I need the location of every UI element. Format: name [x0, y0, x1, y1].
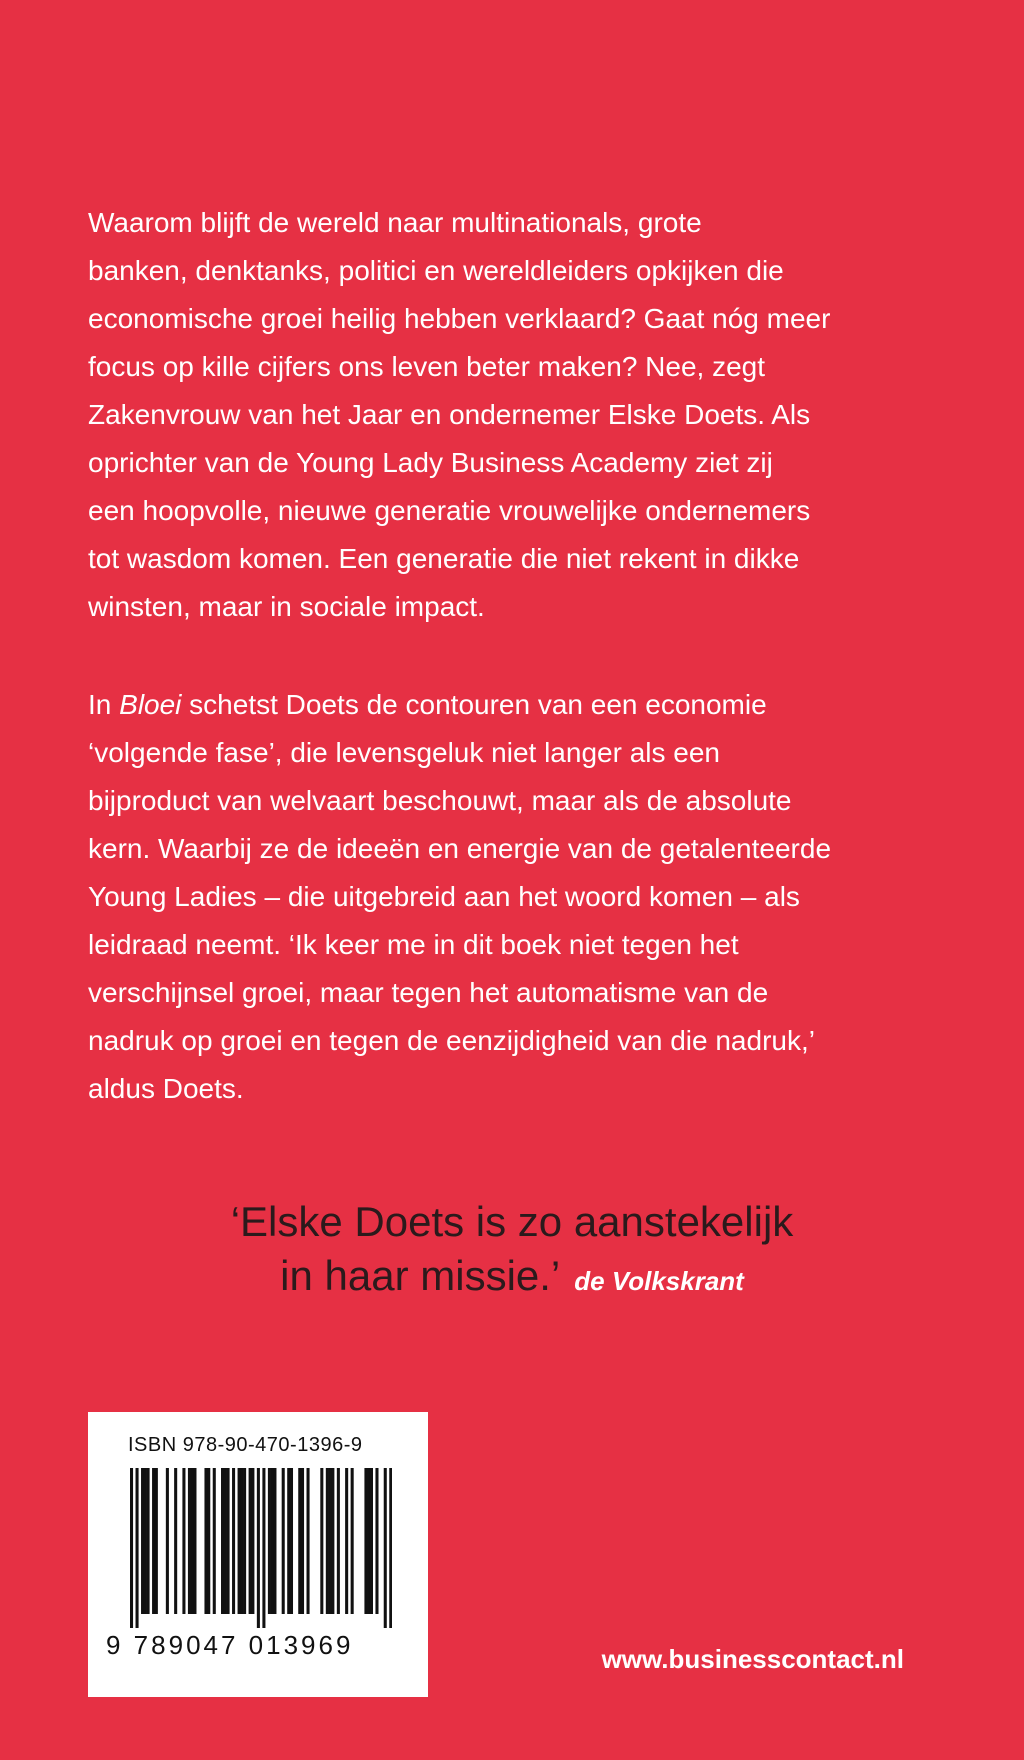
blurb-line: economische groei heilig hebben verklaard? Gaat nóg meer — [88, 303, 831, 334]
blurb-paragraph-1 — [88, 199, 948, 631]
blurb-line: aldus Doets. — [88, 1073, 244, 1104]
barcode-bar — [268, 1468, 271, 1614]
blurb-text: In — [88, 689, 120, 720]
blurb-line: bijproduct van welvaart beschouwt, maar als de absolute — [88, 785, 792, 816]
barcode-bar — [389, 1468, 392, 1628]
barcode-icon — [130, 1468, 392, 1628]
barcode-bar — [351, 1468, 354, 1614]
blurb-line: ‘volgende fase’, die levensgeluk niet langer als een — [88, 737, 720, 768]
barcode-bar — [320, 1468, 323, 1614]
barcode-bar — [155, 1468, 158, 1614]
publisher-website: www.businesscontact.nl — [601, 1644, 904, 1674]
blurb-paragraph-2 — [88, 681, 948, 1113]
barcode-bar — [166, 1468, 169, 1614]
barcode-bar — [224, 1468, 227, 1614]
barcode-bar — [337, 1468, 340, 1614]
review-quote — [0, 1195, 1024, 1308]
book-title: Bloei — [119, 689, 182, 720]
barcode-bar — [249, 1468, 252, 1614]
blurb-line: kern. Waarbij ze de ideeën en energie van de getalenteerde — [88, 833, 832, 864]
isbn-label: ISBN 978-90-470-1396-9 — [128, 1434, 363, 1456]
quote-source: de Volkskrant — [574, 1266, 744, 1296]
ean-digits: 9 789047 013969 — [106, 1630, 354, 1660]
blurb-line-first — [88, 681, 948, 729]
blurb-line: tot wasdom komen. Een generatie die niet rekent in dikke — [88, 543, 800, 574]
barcode-bar — [370, 1468, 373, 1614]
blurb-line: verschijnsel groei, maar tegen het automatisme van de — [88, 977, 769, 1008]
quote-line: in haar missie.’ — [280, 1252, 561, 1299]
barcode-bar — [174, 1468, 177, 1614]
barcode-bar — [375, 1468, 378, 1614]
barcode-bar — [262, 1468, 265, 1628]
barcode-bar — [384, 1468, 387, 1628]
blurb-line: banken, denktanks, politici en wereldleiders opkijken die — [88, 255, 784, 286]
barcode-bar — [152, 1468, 155, 1614]
barcode-bar — [326, 1468, 329, 1614]
blurb-line: nadruk op groei en tegen de eenzijdigheid van die nadruk,’ — [88, 1025, 815, 1056]
barcode-bar — [204, 1468, 207, 1614]
barcode-bar — [227, 1468, 230, 1614]
blurb-text: schetst Doets de contouren van een economie — [181, 689, 767, 720]
barcode-bar — [191, 1468, 194, 1614]
barcode-bar — [182, 1468, 185, 1614]
barcode-bar — [331, 1468, 334, 1614]
barcode-bar — [251, 1468, 254, 1614]
barcode-bar — [282, 1468, 285, 1614]
barcode-bar — [290, 1468, 293, 1614]
blurb-line: oprichter van de Young Lady Business Academy ziet zij — [88, 447, 773, 478]
barcode-bar — [287, 1468, 290, 1614]
blurb-line: Zakenvrouw van het Jaar en ondernemer Elske Doets. Als — [88, 399, 811, 430]
quote-line: ‘Elske Doets is zo aanstekelijk — [230, 1198, 794, 1245]
barcode-bar — [298, 1468, 301, 1614]
barcode-bar — [232, 1468, 235, 1614]
barcode-bar — [141, 1468, 144, 1614]
barcode-bar — [213, 1468, 216, 1614]
barcode-bar — [238, 1468, 241, 1614]
barcode-bar — [307, 1468, 310, 1614]
barcode-bar — [240, 1468, 243, 1614]
barcode-bar — [188, 1468, 191, 1614]
barcode-panel — [88, 1412, 428, 1697]
barcode-bar — [130, 1468, 133, 1628]
blurb-line: Young Ladies – die uitgebreid aan het woord komen – als — [88, 881, 800, 912]
quote-line-with-source — [0, 1249, 1024, 1308]
barcode-bar — [273, 1468, 276, 1614]
barcode-bar — [147, 1468, 150, 1614]
blurb-line: winsten, maar in sociale impact. — [88, 591, 485, 622]
barcode-bar — [329, 1468, 332, 1614]
barcode-bar — [367, 1468, 370, 1614]
barcode-bar — [257, 1468, 260, 1628]
barcode-bar — [221, 1468, 224, 1614]
barcode-bar — [243, 1468, 246, 1614]
barcode-bar — [193, 1468, 196, 1614]
blurb-line: focus op kille cijfers ons leven beter maken? Nee, zegt — [88, 351, 766, 382]
barcode-bar — [136, 1468, 139, 1628]
blurb-line: een hoopvolle, nieuwe generatie vrouwelijke ondernemers — [88, 495, 811, 526]
blurb-line: Waarom blijft de wereld naar multinationals, grote — [88, 207, 702, 238]
barcode-bar — [345, 1468, 348, 1614]
barcode-bar — [301, 1468, 304, 1614]
barcode-bar — [364, 1468, 367, 1614]
barcode-bar — [207, 1468, 210, 1614]
barcode-bar — [271, 1468, 274, 1614]
blurb-line: leidraad neemt. ‘Ik keer me in dit boek niet tegen het — [88, 929, 739, 960]
barcode-bar — [144, 1468, 147, 1614]
